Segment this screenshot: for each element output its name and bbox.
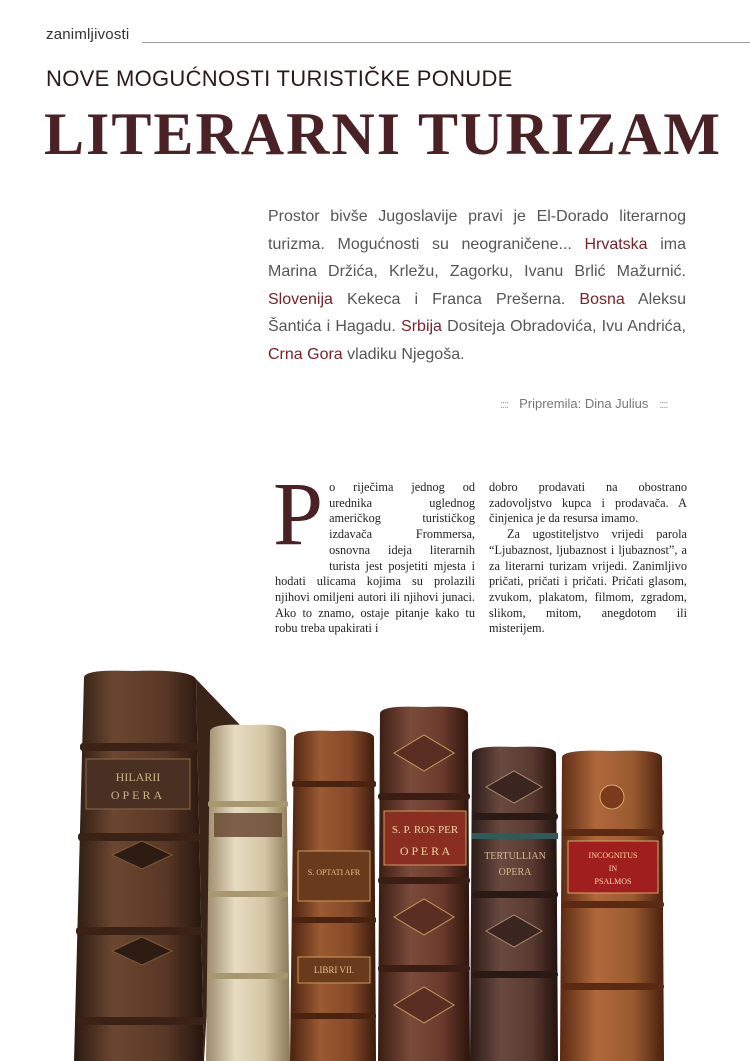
article-kicker: NOVE MOGUĆNOSTI TURISTIČKE PONUDE <box>46 66 513 91</box>
body-column-2 <box>489 480 687 637</box>
book-spine-label: HILARII <box>115 770 161 784</box>
byline <box>500 396 667 411</box>
lead-highlight-slovenija: Slovenija <box>268 290 333 308</box>
book-spine-label: LIBRI VII. <box>313 965 355 975</box>
byline-dots: :::: <box>659 399 668 411</box>
body-paragraph: dobro prodavati na obostrano zadovoljstvo kupca i prodavača. A činjenica je da resursa imamo. <box>489 480 687 526</box>
lead-text: Kekeca i Franca Prešerna. <box>332 290 580 308</box>
article-lead <box>268 203 686 368</box>
lead-highlight-bosna: Bosna <box>579 290 625 308</box>
section-label: zanimljivosti <box>46 26 130 43</box>
drop-cap: P <box>273 465 324 564</box>
book-spine-label: INCOGNITUS <box>588 851 638 860</box>
book-spine-label: OPERA <box>498 867 532 878</box>
lead-highlight-crna-gora: Crna Gora <box>268 345 343 363</box>
book-spine-label: S. OPTATI AFR <box>307 868 361 877</box>
book-spine <box>560 751 664 1061</box>
article-title: LITERARNI TURIZAM <box>44 101 723 167</box>
book-spine <box>290 731 376 1061</box>
antique-books-illustration <box>72 665 672 1061</box>
book-spine-label: PSALMOS <box>594 877 632 886</box>
body-paragraph: o riječima jednog od urednika uglednog američkog turističkog izdavača Frommersa, osnovna ideja literarnih turista jest posjetiti mjesta i hodati ulicama kojima su prolazili njihovi omiljeni autori ili njihovi junaci. Ako to znamo, ostaje pitanje kako tu robu treba upakirati i <box>275 480 475 636</box>
lead-text: vladiku Njegoša. <box>342 345 465 363</box>
book-spine-label: S. P. ROS PER <box>391 824 459 836</box>
body-paragraph: Za ugostiteljstvo vrijedi parola “Ljubaznost, ljubaznost i ljubaznost”, a za literarni turizam vrijedi. Zanimljivo pričati, pričati i pričati. Pričati glasom, zvukom, plakatom, filmom, zgradom, slikom, mitom, anegdotom ili misterijem. <box>489 527 687 636</box>
lead-text: ima Marina Držića, Krležu, Zagorku, Ivanu Brlić Mažurnić. <box>268 235 686 280</box>
lead-text: Dositeja Obradovića, Ivu Andrića, <box>441 318 687 335</box>
book-spine <box>378 707 470 1061</box>
byline-dots: :::: <box>500 399 509 411</box>
lead-highlight-hrvatska: Hrvatska <box>584 235 648 253</box>
book-spine-label: OPERA <box>110 788 166 802</box>
section-rule <box>142 42 750 43</box>
book-spine <box>206 725 290 1061</box>
book-spine-label: O P E R A <box>399 844 451 858</box>
book-spine-label: TERTULLIAN <box>484 851 546 862</box>
byline-text: Pripremila: Dina Julius <box>519 396 649 411</box>
book-spine-label: IN <box>608 864 618 873</box>
lead-text: Prostor bivše Jugoslavije pravi je El-Dorado literarnog turizma. Mogućnosti su neograničene... <box>268 208 686 253</box>
lead-text: Aleksu Šantića i Hagadu. <box>268 290 686 335</box>
body-column-1 <box>273 465 475 637</box>
book-spine <box>470 747 558 1061</box>
lead-highlight-srbija: Srbija <box>401 318 442 335</box>
